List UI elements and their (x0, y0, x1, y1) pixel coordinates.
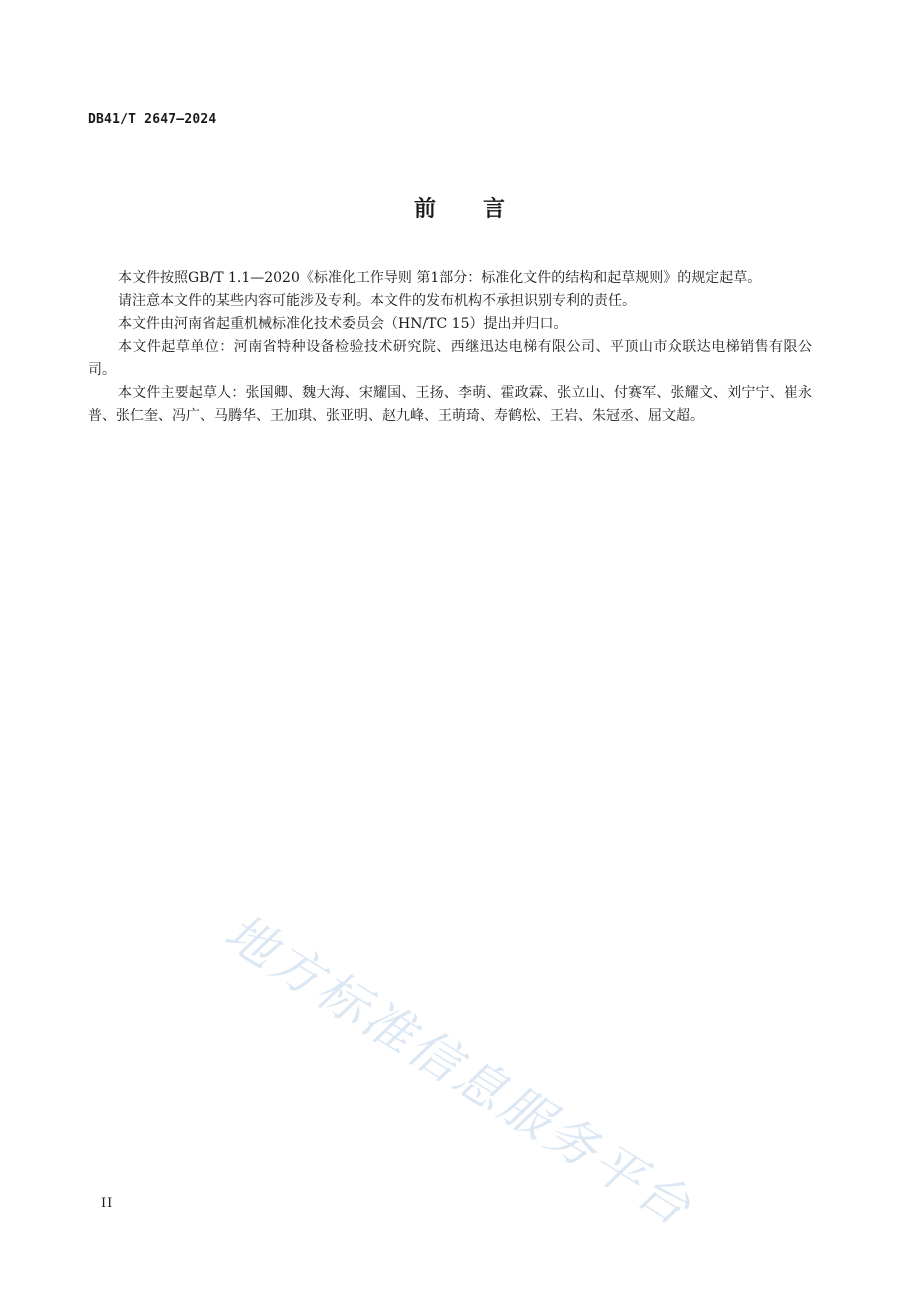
document-code: DB41/T 2647—2024 (88, 112, 217, 127)
paragraph-drafters: 本文件主要起草人：张国卿、魏大海、宋耀国、王扬、李萌、霍政霖、张立山、付赛军、张耀文、刘宁宁、崔永普、张仁奎、冯广、马腾华、王加琪、张亚明、赵九峰、王萌琦、寿鹤松、王岩、朱冠丞、屈文超。 (88, 385, 812, 424)
page-number: II (101, 1196, 114, 1211)
paragraph-proposer: 本文件由河南省起重机械标准化技术委员会（HN/TC 15）提出并归口。 (118, 316, 568, 332)
page-title (0, 192, 920, 223)
page-title-part-1: 前 (413, 197, 437, 222)
page-title-part-2: 言 (483, 197, 507, 222)
paragraph-drafting-rules: 本文件按照GB/T 1.1—2020《标准化工作导则 第1部分：标准化文件的结构和起草规则》的规定起草。 (118, 270, 762, 286)
paragraph-drafting-units: 本文件起草单位：河南省特种设备检验技术研究院、西继迅达电梯有限公司、平顶山市众联达电梯销售有限公司。 (88, 339, 812, 378)
watermark: 地方标准信息服务平台 (214, 902, 704, 1239)
paragraph-patent-notice: 请注意本文件的某些内容可能涉及专利。本文件的发布机构不承担识别专利的责任。 (118, 293, 636, 309)
foreword-body (88, 267, 812, 428)
